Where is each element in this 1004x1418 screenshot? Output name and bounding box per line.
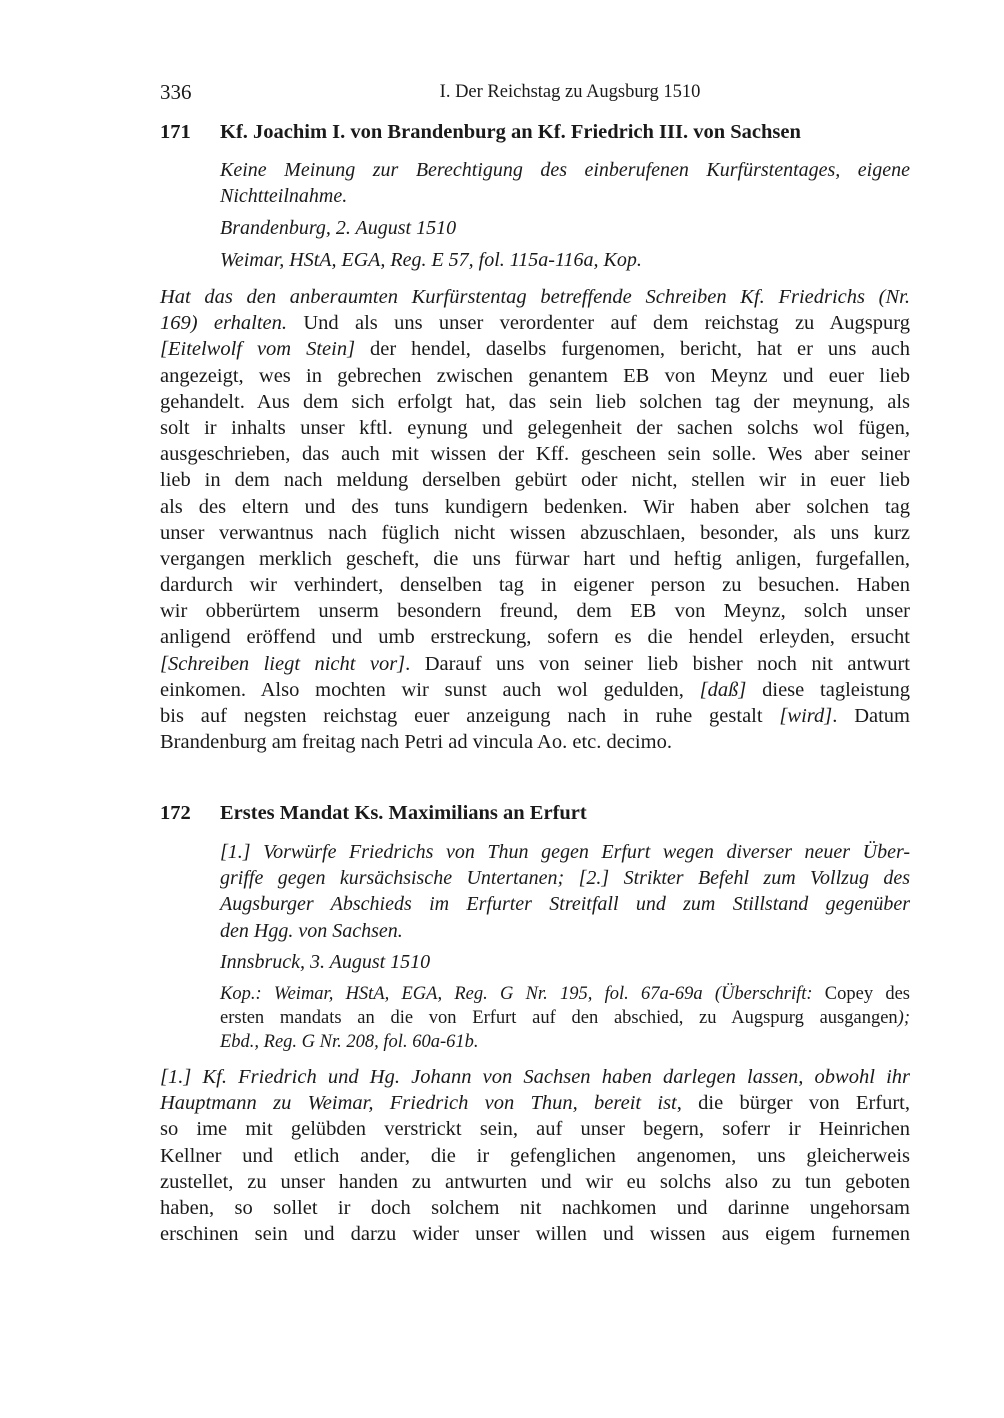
text-line xyxy=(160,1169,910,1195)
text-line xyxy=(160,703,910,729)
roman-text: zustellet, zu unser handen zu antwurten und wir eu solchs also zu tun geboten xyxy=(160,1170,910,1193)
roman-text: so ime mit gelübden verstrickt sein, auf unser begern, soferr ir Heinrichen xyxy=(160,1118,910,1141)
roman-text: einkomen. Also mochten wir sunst auch wol gedulden, xyxy=(160,678,700,701)
italic-text: Keine Meinung zur Berechtigung des einberufenen Kurfürstentages, eigene xyxy=(220,159,910,181)
italic-text: Nichtteilnahme. xyxy=(220,185,348,208)
entry-summary xyxy=(220,839,910,944)
entry-title: Kf. Joachim I. von Brandenburg an Kf. Friedrich III. von Sachsen xyxy=(220,121,801,143)
roman-text: diese tagleistung xyxy=(746,678,910,701)
entry-body xyxy=(160,284,910,755)
italic-text: Hat das den anberaumten Kurfürstentag betreffende Schreiben Kf. Friedrichs (Nr. xyxy=(160,286,910,308)
text-line xyxy=(160,546,910,572)
roman-text: wir obberürtem unserm besondern freund, dem EB von Meynz, solch unser xyxy=(160,600,910,623)
roman-text: der hendel, daselbs furgenomen, bericht, hat er uns auch xyxy=(355,338,911,361)
roman-text: , die bürger von Erfurt, xyxy=(676,1092,910,1115)
text-line xyxy=(160,467,910,493)
text-line xyxy=(160,572,910,598)
entry-body xyxy=(160,1064,910,1247)
italic-text: [daß] xyxy=(699,678,747,701)
italic-text: Augsburger Abschieds im Erfurter Streitfall und zum Stillstand gegenüber xyxy=(220,893,910,916)
italic-text: [wird] xyxy=(779,705,833,727)
roman-text: als des eltern und des tuns kundigern bedenken. Wir haben aber solchen tag xyxy=(160,495,910,518)
text-line xyxy=(220,1006,910,1030)
text-line xyxy=(160,520,910,546)
roman-text: ersten mandats an die von Erfurt auf den abschied, zu Augspurg ausgangen xyxy=(220,1008,898,1028)
text-line xyxy=(160,1090,910,1116)
entry-summary xyxy=(220,157,910,209)
text-line xyxy=(220,1030,910,1054)
text-line xyxy=(160,729,910,755)
roman-text: bis auf negsten reichstag euer anzeigung nach in ruhe gestalt xyxy=(160,705,780,727)
roman-text: lieb in dem nach meldung derselben gebürt oder nicht, stellen wir in euer lieb xyxy=(160,469,910,492)
text-line xyxy=(160,624,910,650)
italic-text: [1.] Vorwürfe Friedrichs von Thun gegen Erfurt wegen diverser neuer Über- xyxy=(220,841,910,863)
italic-text: den Hgg. von Sachsen. xyxy=(220,919,403,942)
italic-text: [Eitelwolf vom Stein] xyxy=(160,338,356,361)
text-line xyxy=(160,1143,910,1169)
roman-text: gehandelt. Aus dem sich erfolgt hat, das sein lieb solchen tag der meynung, als xyxy=(160,390,910,413)
text-line xyxy=(160,363,910,389)
entry-title: Erstes Mandat Ks. Maximilians an Erfurt xyxy=(220,802,587,824)
roman-text: unser verwantnus nach füglich nicht wissen abzuschlaen, besonder, als uns kurz xyxy=(160,521,910,544)
italic-text: Hauptmann zu Weimar, Friedrich von Thun, bereit ist xyxy=(160,1092,677,1115)
text-line xyxy=(160,441,910,467)
italic-text: Kop.: Weimar, HStA, EGA, Reg. G Nr. 195, fol. 67a-69a (Überschrift: xyxy=(220,984,813,1004)
italic-text: [1.] Kf. Friedrich und Hg. Johann von Sachsen haben darlegen lassen, obwohl ihr xyxy=(160,1066,910,1088)
roman-text: ausgeschrieben, das auch mit wissen der Kff. gescheen sein solle. Wes aber seiner xyxy=(160,443,910,466)
entry-number: 172 xyxy=(160,802,191,824)
roman-text: erschinen sein und darzu wider unser willen und wissen aus eigem furnemen xyxy=(160,1223,910,1246)
text-line xyxy=(220,157,910,183)
roman-text: angezeigt, wes in gebrechen zwischen genantem EB von Meynz und euer lieb xyxy=(160,364,910,387)
running-title: I. Der Reichstag zu Augsburg 1510 xyxy=(439,82,701,102)
text-line xyxy=(220,918,910,944)
roman-text: Kellner und etlich ander, die ir gefenglichen angenomen, uns gleicherweis xyxy=(160,1144,910,1167)
entry-heading-172 xyxy=(160,802,920,825)
roman-text: dardurch wir verhindert, denselben tag in eigener person zu besuchen. Haben xyxy=(160,574,910,597)
roman-text: solt ir inhalts unser kftl. eynung und gelegenheit der sachen solchs wol fügen, xyxy=(160,416,910,439)
text-line xyxy=(220,183,910,209)
text-line xyxy=(220,247,910,273)
date-line: Innsbruck, 3. August 1510 xyxy=(220,951,431,973)
roman-text: Und als uns unser verordenter auf dem reichstag zu Augspurg xyxy=(287,312,910,335)
text-line xyxy=(220,982,910,1006)
italic-text: griffe gegen kursächsische Untertanen; [2.] Strikter Befehl zum Vollzug des xyxy=(220,867,910,890)
roman-text: haben, so sollet ir doch solchem nit nachkomen und darinne ungehorsam xyxy=(160,1196,910,1219)
text-line xyxy=(160,310,910,336)
page-number: 336 xyxy=(160,80,192,104)
text-line xyxy=(220,891,910,917)
roman-text: Brandenburg am freitag nach Petri ad vincula Ao. etc. decimo. xyxy=(160,731,672,754)
italic-text: [Schreiben liegt nicht vor] xyxy=(160,652,406,675)
italic-text: Weimar, HStA, EGA, Reg. E 57, fol. 115a-116a, Kop. xyxy=(220,249,642,271)
text-line xyxy=(160,1221,910,1247)
text-line xyxy=(160,284,910,310)
text-line xyxy=(160,651,910,677)
roman-text: anligend eröffend und umb erstreckung, sofern es die hendel erleyden, ersucht xyxy=(160,626,910,649)
roman-text: . Datum xyxy=(832,705,910,727)
text-line xyxy=(220,865,910,891)
text-line xyxy=(160,415,910,441)
italic-text: ); xyxy=(897,1008,910,1028)
entry-source xyxy=(220,982,910,1054)
date-line: Brandenburg, 2. August 1510 xyxy=(220,217,457,239)
italic-text: Ebd., Reg. G Nr. 208, fol. 60a-61b. xyxy=(220,1032,479,1052)
text-line xyxy=(160,1116,910,1142)
text-line xyxy=(160,389,910,415)
entry-number: 171 xyxy=(160,121,191,143)
roman-text: vergangen merklich gescheft, die uns fürwar hart und heftig anligen, furgefallen, xyxy=(160,547,910,570)
entry-heading-171 xyxy=(160,121,920,144)
text-line xyxy=(160,336,910,362)
roman-text: . Darauf uns von seiner lieb bisher noch nit antwurt xyxy=(405,652,911,675)
entry-source xyxy=(220,247,910,273)
italic-text: 169) erhalten. xyxy=(160,312,287,335)
text-line xyxy=(160,598,910,624)
text-line xyxy=(160,1195,910,1221)
roman-text: Copey des xyxy=(812,984,910,1004)
text-line xyxy=(160,677,910,703)
text-line xyxy=(160,1064,910,1090)
entry-date xyxy=(220,215,910,241)
entry-date xyxy=(220,949,910,975)
text-line xyxy=(220,839,910,865)
text-line xyxy=(160,494,910,520)
